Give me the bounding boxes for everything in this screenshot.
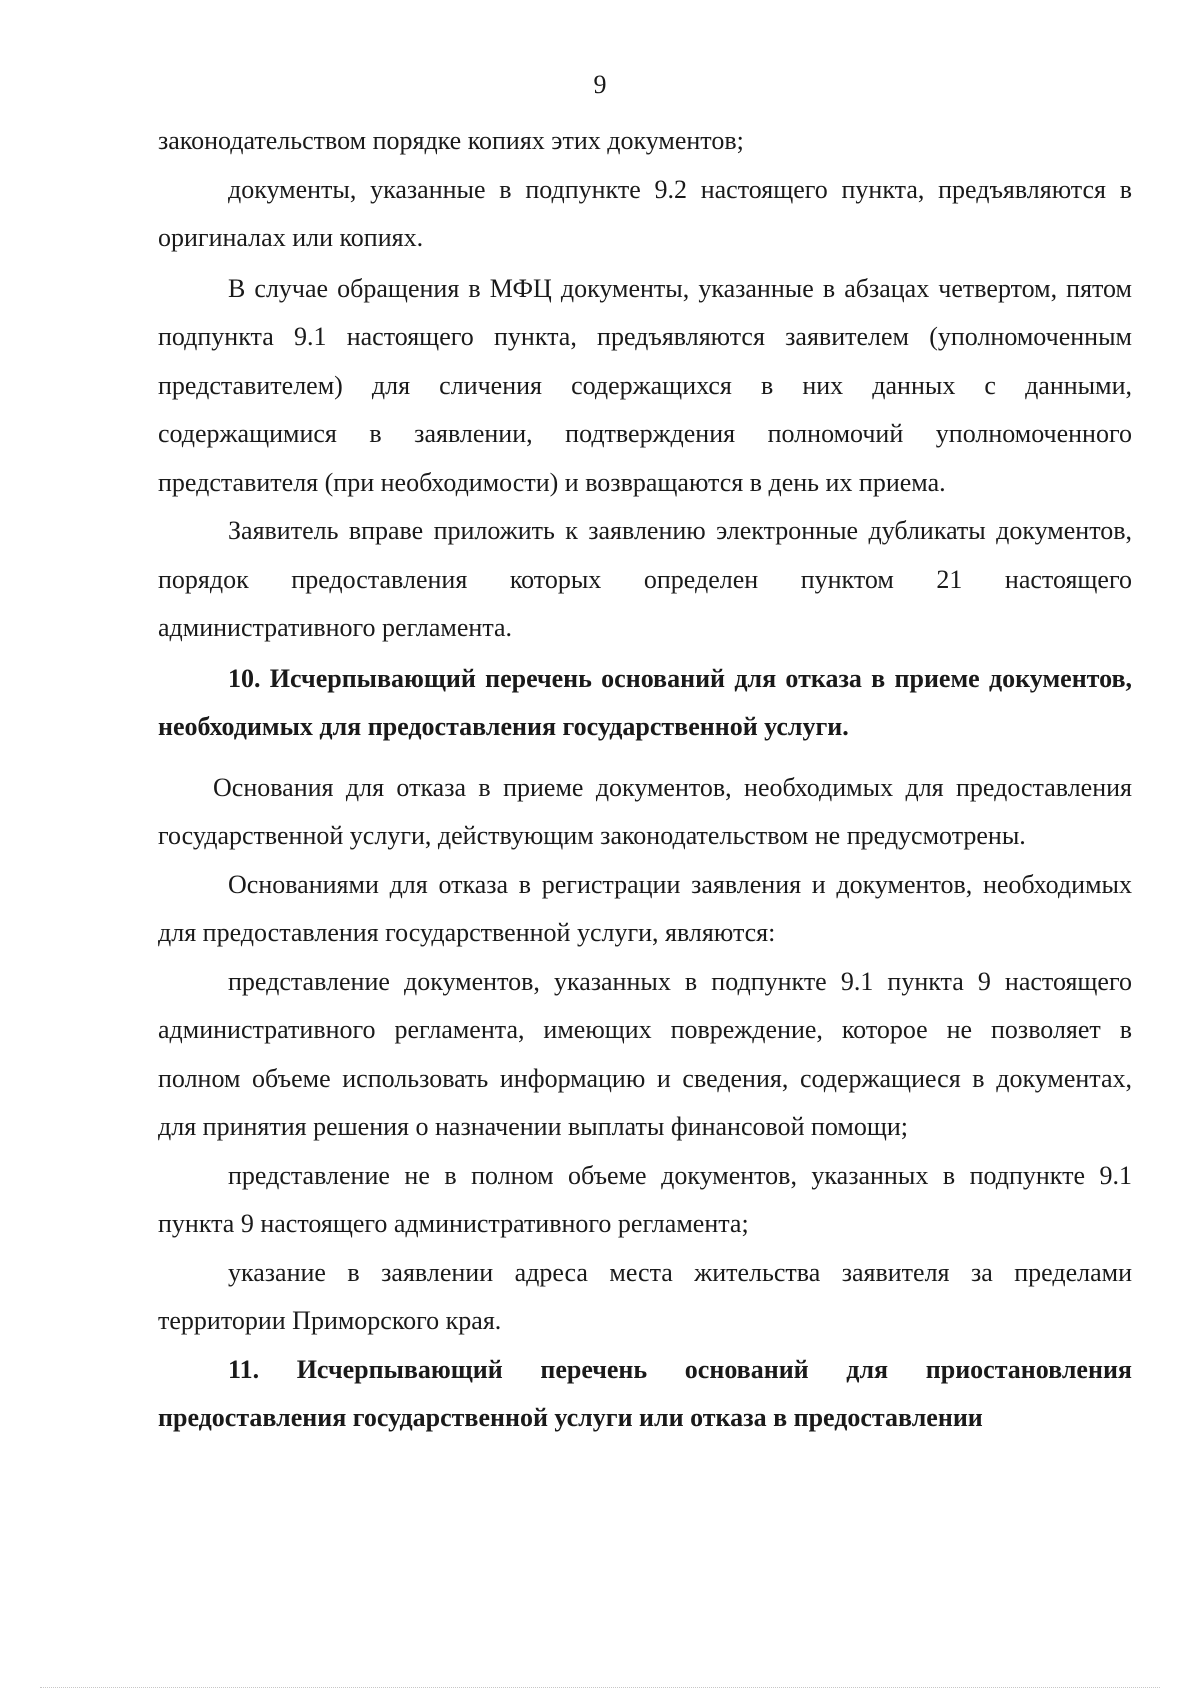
section-heading-11: 11. Исчерпывающий перечень оснований для приостановления предоставления государственной услуги или отказа в предоставлении [158, 1354, 1132, 1432]
paragraph-no-grounds: Основания для отказа в приеме документов, необходимых для предоставления государственной услуги, действующим законодательством не предусмотрены. [158, 772, 1132, 850]
paragraph-registration-grounds: Основаниями для отказа в регистрации заявления и документов, необходимых для предоставления государственной услуги, являются: [158, 869, 1132, 947]
document-body [158, 117, 1132, 1443]
paragraph-damaged-documents: представление документов, указанных в подпункте 9.1 пункта 9 настоящего административного регламента, имеющих повреждение, которое не позволяет в полном объеме использовать информацию и сведения, содержащиеся в документах, для принятия решения о назначении выплаты финансовой помощи; [158, 966, 1132, 1141]
scan-edge-line [40, 1687, 1160, 1688]
paragraph-incomplete-documents: представление не в полном объеме документов, указанных в подпункте 9.1 пункта 9 настоящего административного регламента; [158, 1160, 1132, 1238]
section-heading-10: 10. Исчерпывающий перечень оснований для отказа в приеме документов, необходимых для предоставления государственной услуги. [158, 663, 1132, 741]
paragraph-electronic-duplicates: Заявитель вправе приложить к заявлению электронные дубликаты документов, порядок предоставления которых определен пунктом 21 настоящего административного регламента. [158, 516, 1132, 642]
paragraph-address-outside: указание в заявлении адреса места жительства заявителя за пределами территории Приморского края. [158, 1257, 1132, 1335]
paragraph-mfc: В случае обращения в МФЦ документы, указанные в абзацах четвертом, пятом подпункта 9.1 настоящего пункта, предъявляются заявителем (уполномоченным представителем) для сличения содержащихся в них данных с данными, содержащимися в заявлении, подтверждения полномочий уполномоченного представителя (при необходимости) и возвращаются в день их приема. [158, 273, 1132, 497]
paragraph-continuation: законодательством порядке копиях этих документов; [158, 126, 744, 155]
page-number: 9 [593, 70, 607, 99]
paragraph-documents-9-2: документы, указанные в подпункте 9.2 настоящего пункта, предъявляются в оригиналах или копиях. [158, 174, 1132, 252]
